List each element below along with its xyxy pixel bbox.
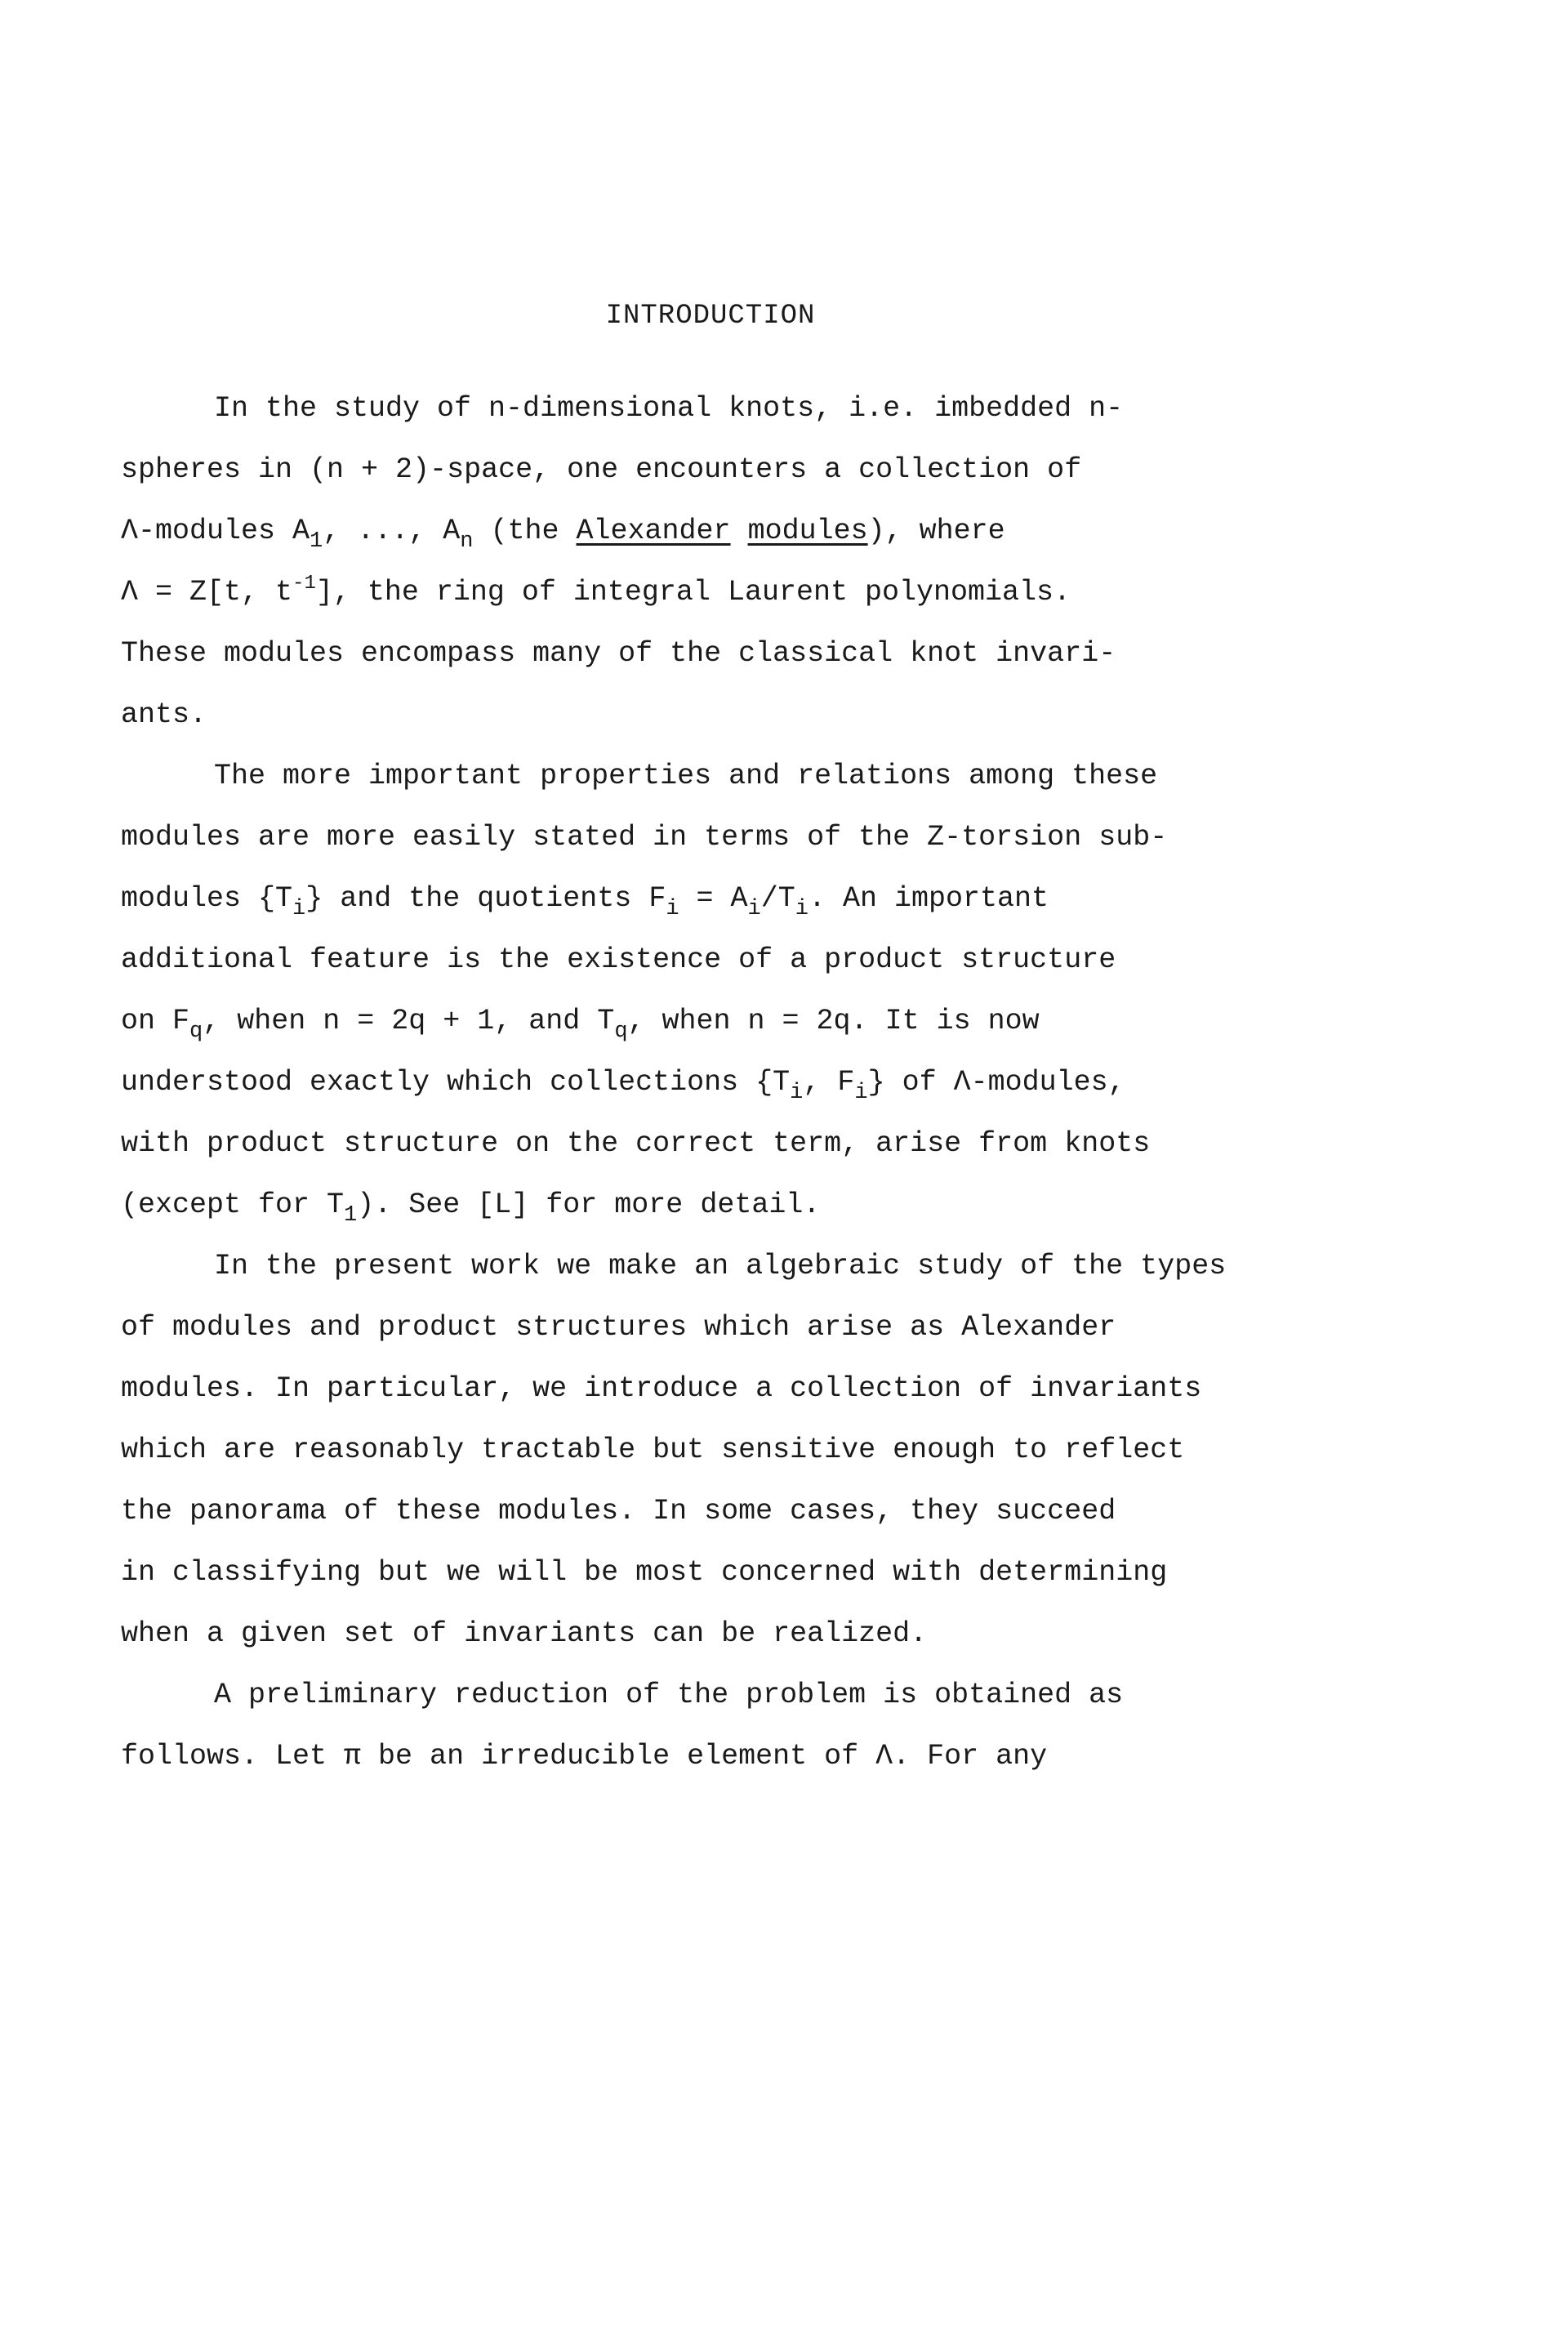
superscript: -1 (292, 573, 316, 595)
line-text: ). See [L] for more detail. (357, 1189, 821, 1221)
line-text: Λ-modules A (121, 515, 310, 547)
line-text: on F (121, 1005, 190, 1037)
text-line (121, 819, 1167, 855)
line-text: ], the ring of integral Laurent polynomials. (315, 576, 1071, 609)
subscript: n (460, 529, 474, 554)
line-text: follows. Let π be an irreducible element of Λ. For any (121, 1740, 1048, 1773)
text-line (121, 881, 1049, 921)
line-text: , ..., A (323, 515, 461, 547)
text-line (121, 1126, 1150, 1162)
line-text: of modules and product structures which arise as Alexander (121, 1311, 1116, 1344)
text-line (121, 1187, 821, 1228)
line-text: . An important (808, 882, 1049, 915)
text-line (121, 452, 1081, 488)
line-text: , F (803, 1066, 855, 1099)
text-line (121, 513, 1005, 554)
subscript: q (614, 1019, 628, 1044)
line-text: ), where (867, 515, 1005, 547)
line-text: with product structure on the correct term, arise from knots (121, 1127, 1151, 1160)
subscript: i (292, 897, 306, 921)
subscript: i (854, 1081, 868, 1105)
line-text: the panorama of these modules. In some cases, they succeed (121, 1495, 1116, 1527)
text-line (121, 1554, 1167, 1590)
line-text: In the study of n-dimensional knots, i.e. imbedded n- (214, 392, 1124, 425)
line-text: /T (760, 882, 795, 915)
line-text: ants. (121, 698, 207, 731)
subscript: i (747, 897, 761, 921)
text-line (121, 636, 1116, 671)
line-text: modules are more easily stated in terms of the Z-torsion sub- (121, 821, 1168, 854)
line-text: These modules encompass many of the classical knot invari- (121, 637, 1116, 670)
text-line (214, 1677, 1123, 1713)
line-text: which are reasonably tractable but sensitive enough to reflect (121, 1434, 1185, 1466)
text-line (214, 1248, 1226, 1284)
line-text: in classifying but we will be most concerned with determining (121, 1556, 1168, 1589)
line-text: , when n = 2q + 1, and T (203, 1005, 615, 1037)
underlined-term: Alexander (576, 515, 731, 547)
underlined-term: modules (747, 515, 868, 547)
line-text: (except for T (121, 1189, 345, 1221)
page-title: INTRODUCTION (605, 301, 816, 332)
text-line (121, 1616, 927, 1652)
text-line (121, 1371, 1201, 1407)
line-text: understood exactly which collections {T (121, 1066, 791, 1099)
line-text: additional feature is the existence of a product structure (121, 943, 1116, 976)
line-text: = A (679, 882, 748, 915)
line-text: modules {T (121, 882, 293, 915)
text-line (121, 1432, 1184, 1468)
subscript: i (790, 1081, 804, 1105)
text-line (214, 390, 1123, 426)
text-line (121, 1493, 1116, 1529)
line-text: Λ = Z[t, t (121, 576, 293, 609)
line-text: The more important properties and relations among these (214, 760, 1158, 792)
line-text: } and the quotients F (305, 882, 666, 915)
subscript: q (189, 1019, 203, 1044)
text-line (121, 697, 207, 733)
text-line (121, 1738, 1047, 1774)
line-text: , when n = 2q. It is now (627, 1005, 1040, 1037)
subscript: 1 (344, 1203, 358, 1228)
text-line (121, 942, 1116, 978)
line-text: A preliminary reduction of the problem is obtained as (214, 1679, 1124, 1711)
text-line (121, 1309, 1116, 1345)
subscript: 1 (310, 529, 323, 554)
line-text: modules. In particular, we introduce a collection of invariants (121, 1372, 1202, 1405)
text-line (121, 1064, 1125, 1105)
line-text (731, 515, 748, 547)
line-text: when a given set of invariants can be realized. (121, 1617, 928, 1650)
subscript: i (666, 897, 679, 921)
line-text: } of Λ-modules, (867, 1066, 1125, 1099)
line-text: In the present work we make an algebraic study of the types (214, 1250, 1227, 1282)
text-line (121, 1003, 1040, 1044)
subscript: i (795, 897, 808, 921)
text-line (121, 574, 1071, 610)
line-text: (the (473, 515, 577, 547)
text-line (214, 758, 1157, 794)
line-text: spheres in (n + 2)-space, one encounters a collection of (121, 453, 1082, 486)
